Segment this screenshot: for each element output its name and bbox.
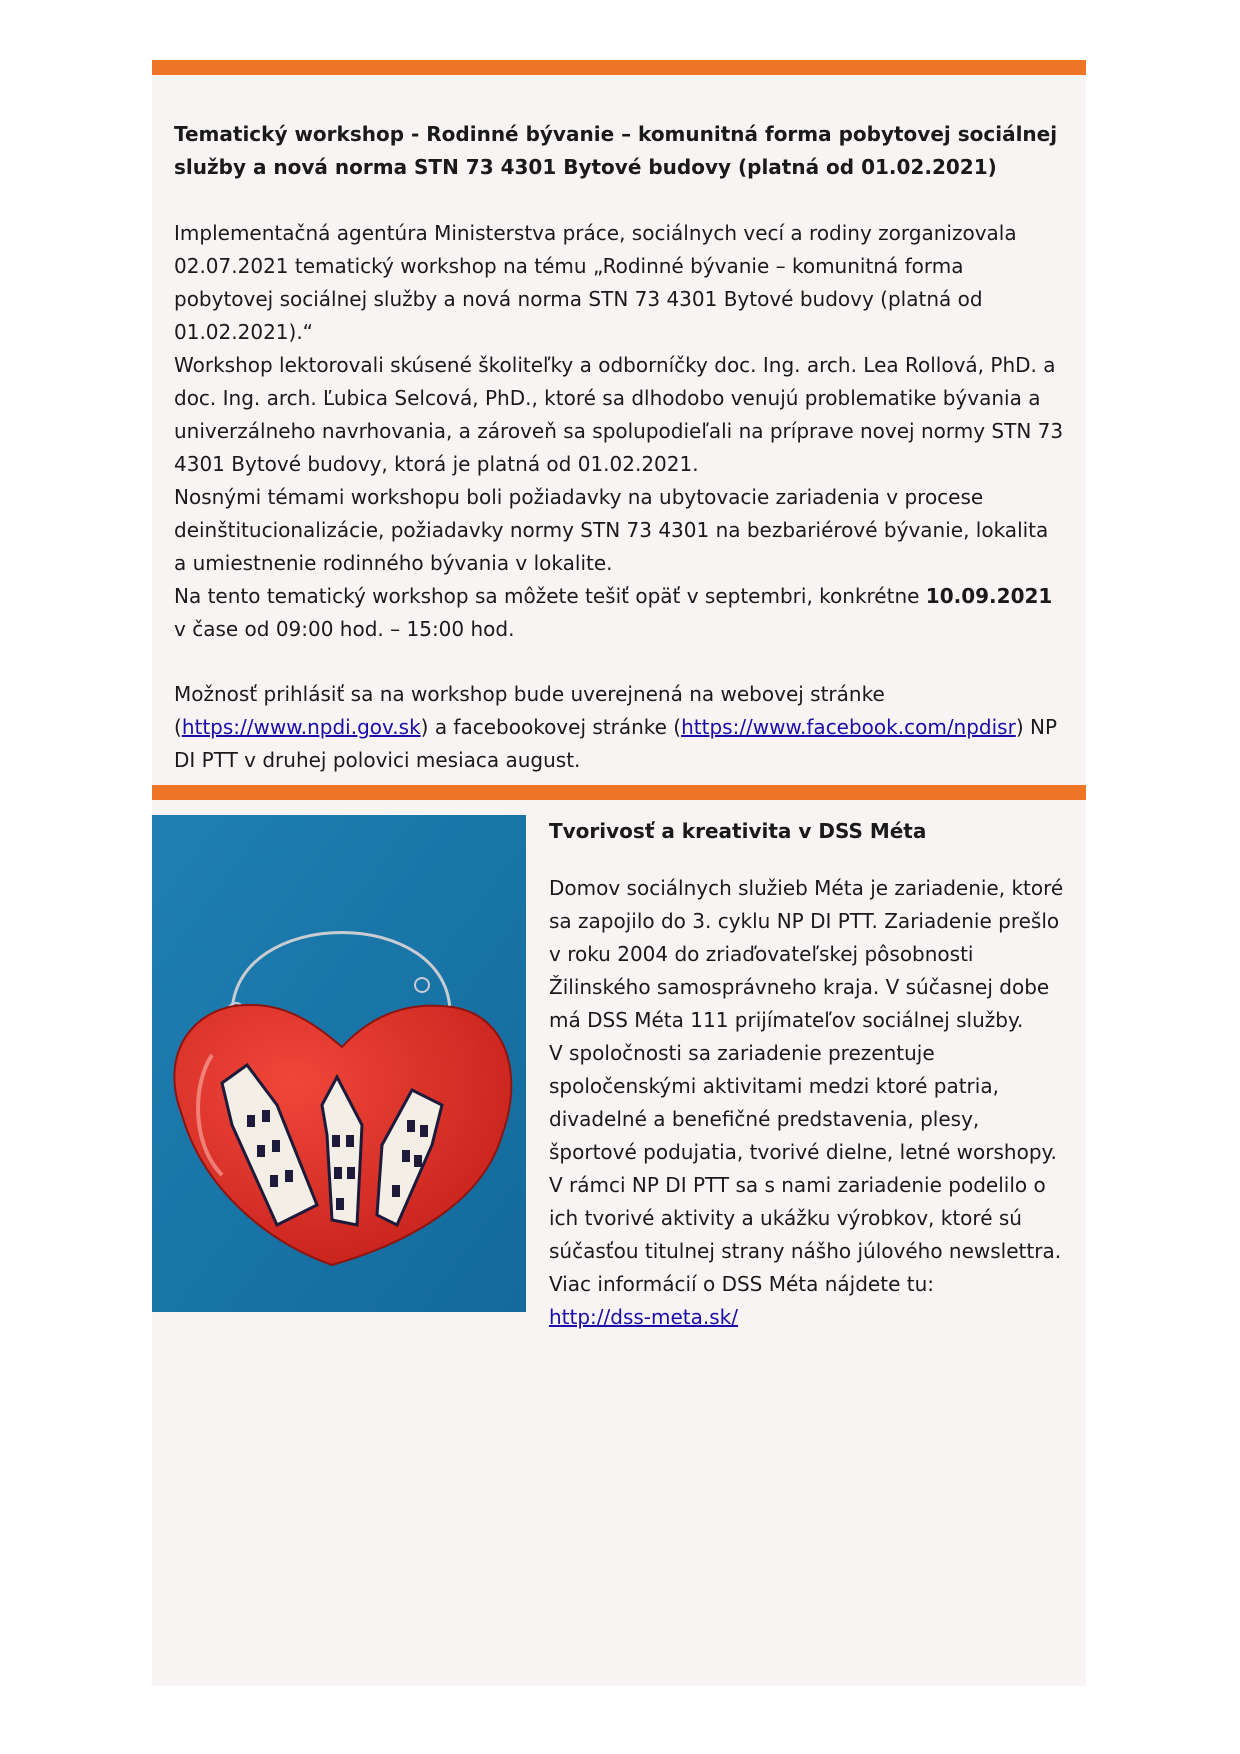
- article-title: Tvorivosť a kreativita v DSS Méta: [549, 819, 927, 843]
- article-dss-meta: [549, 815, 1064, 1334]
- article-workshop: [174, 118, 1064, 777]
- paragraph: Domov sociálnych služieb Méta je zariadenie, ktoré sa zapojilo do 3. cyklu NP DI PTT. Zariadenie prešlo v roku 2004 do zriaďovateľskej pôsobnosti Žilinského samosprávneho kraja. V súčasnej dobe má DSS Méta 111 prijímateľov sociálnej služby.: [549, 876, 1064, 1032]
- paragraph: V rámci NP DI PTT sa s nami zariadenie podelilo o ich tvorivé aktivity a ukážku výrobkov, ktoré sú súčasťou titulnej strany nášho júlového newslettra.: [549, 1173, 1062, 1263]
- accent-divider-top: [152, 60, 1086, 75]
- newsletter-page: [152, 60, 1086, 1686]
- article-body: [174, 217, 1064, 777]
- article-title: Tematický workshop - Rodinné bývanie – komunitná forma pobytovej sociálnej služby a nová norma STN 73 4301 Bytové budovy (platná od 01.02.2021): [174, 122, 1058, 179]
- paragraph-registration: Možnosť prihlásiť sa na workshop bude uverejnená na webovej stránke (https://www.npdi.gov.sk) a facebookovej stránke (https://www.facebook.com/npdisr) NP DI PTT v druhej polovici mesiaca august.: [174, 682, 1058, 772]
- paragraph-event-date: Na tento tematický workshop sa môžete tešiť opäť v septembri, konkrétne 10.09.2021 v čase od 09:00 hod. – 15:00 hod.: [174, 584, 1053, 641]
- paragraph: V spoločnosti sa zariadenie prezentuje spoločenskými aktivitami medzi ktoré patria, divadelné a benefičné predstavenia, plesy, športové podujatia, tvorivé dielne, letné worshopy.: [549, 1041, 1057, 1164]
- event-date: 10.09.2021: [925, 584, 1053, 608]
- dss-meta-website-link[interactable]: http://dss-meta.sk/: [549, 1305, 739, 1329]
- npdi-website-link[interactable]: https://www.npdi.gov.sk: [181, 715, 421, 739]
- accent-divider-middle: [152, 785, 1086, 800]
- article-body: [549, 872, 1064, 1334]
- paragraph-link: [549, 1301, 1064, 1334]
- paragraph: Viac informácií o DSS Méta nájdete tu:: [549, 1272, 934, 1296]
- facebook-page-link[interactable]: https://www.facebook.com/npdisr: [681, 715, 1016, 739]
- paragraph: Implementačná agentúra Ministerstva práce, sociálnych vecí a rodiny zorganizovala 02.07.2021 tematický workshop na tému „Rodinné bývanie – komunitná forma pobytovej sociálnej služby a nová norma STN 73 4301 Bytové budovy (platná od 01.02.2021).“: [174, 221, 1017, 344]
- heart-ornament-photo: [152, 815, 526, 1312]
- paragraph: Nosnými témami workshopu boli požiadavky na ubytovacie zariadenia v procese deinštitucionalizácie, požiadavky normy STN 73 4301 na bezbariérové bývanie, lokalita a umiestnenie rodinného bývania v lokalite.: [174, 485, 1049, 575]
- paragraph: Workshop lektorovali skúsené školiteľky a odborníčky doc. Ing. arch. Lea Rollová, PhD. a doc. Ing. arch. Ľubica Selcová, PhD., ktoré sa dlhodobo venujú problematike bývania a univerzálneho navrhovania, a zároveň sa spolupodieľali na príprave novej normy STN 73 4301 Bytové budovy, ktorá je platná od 01.02.2021.: [174, 353, 1064, 476]
